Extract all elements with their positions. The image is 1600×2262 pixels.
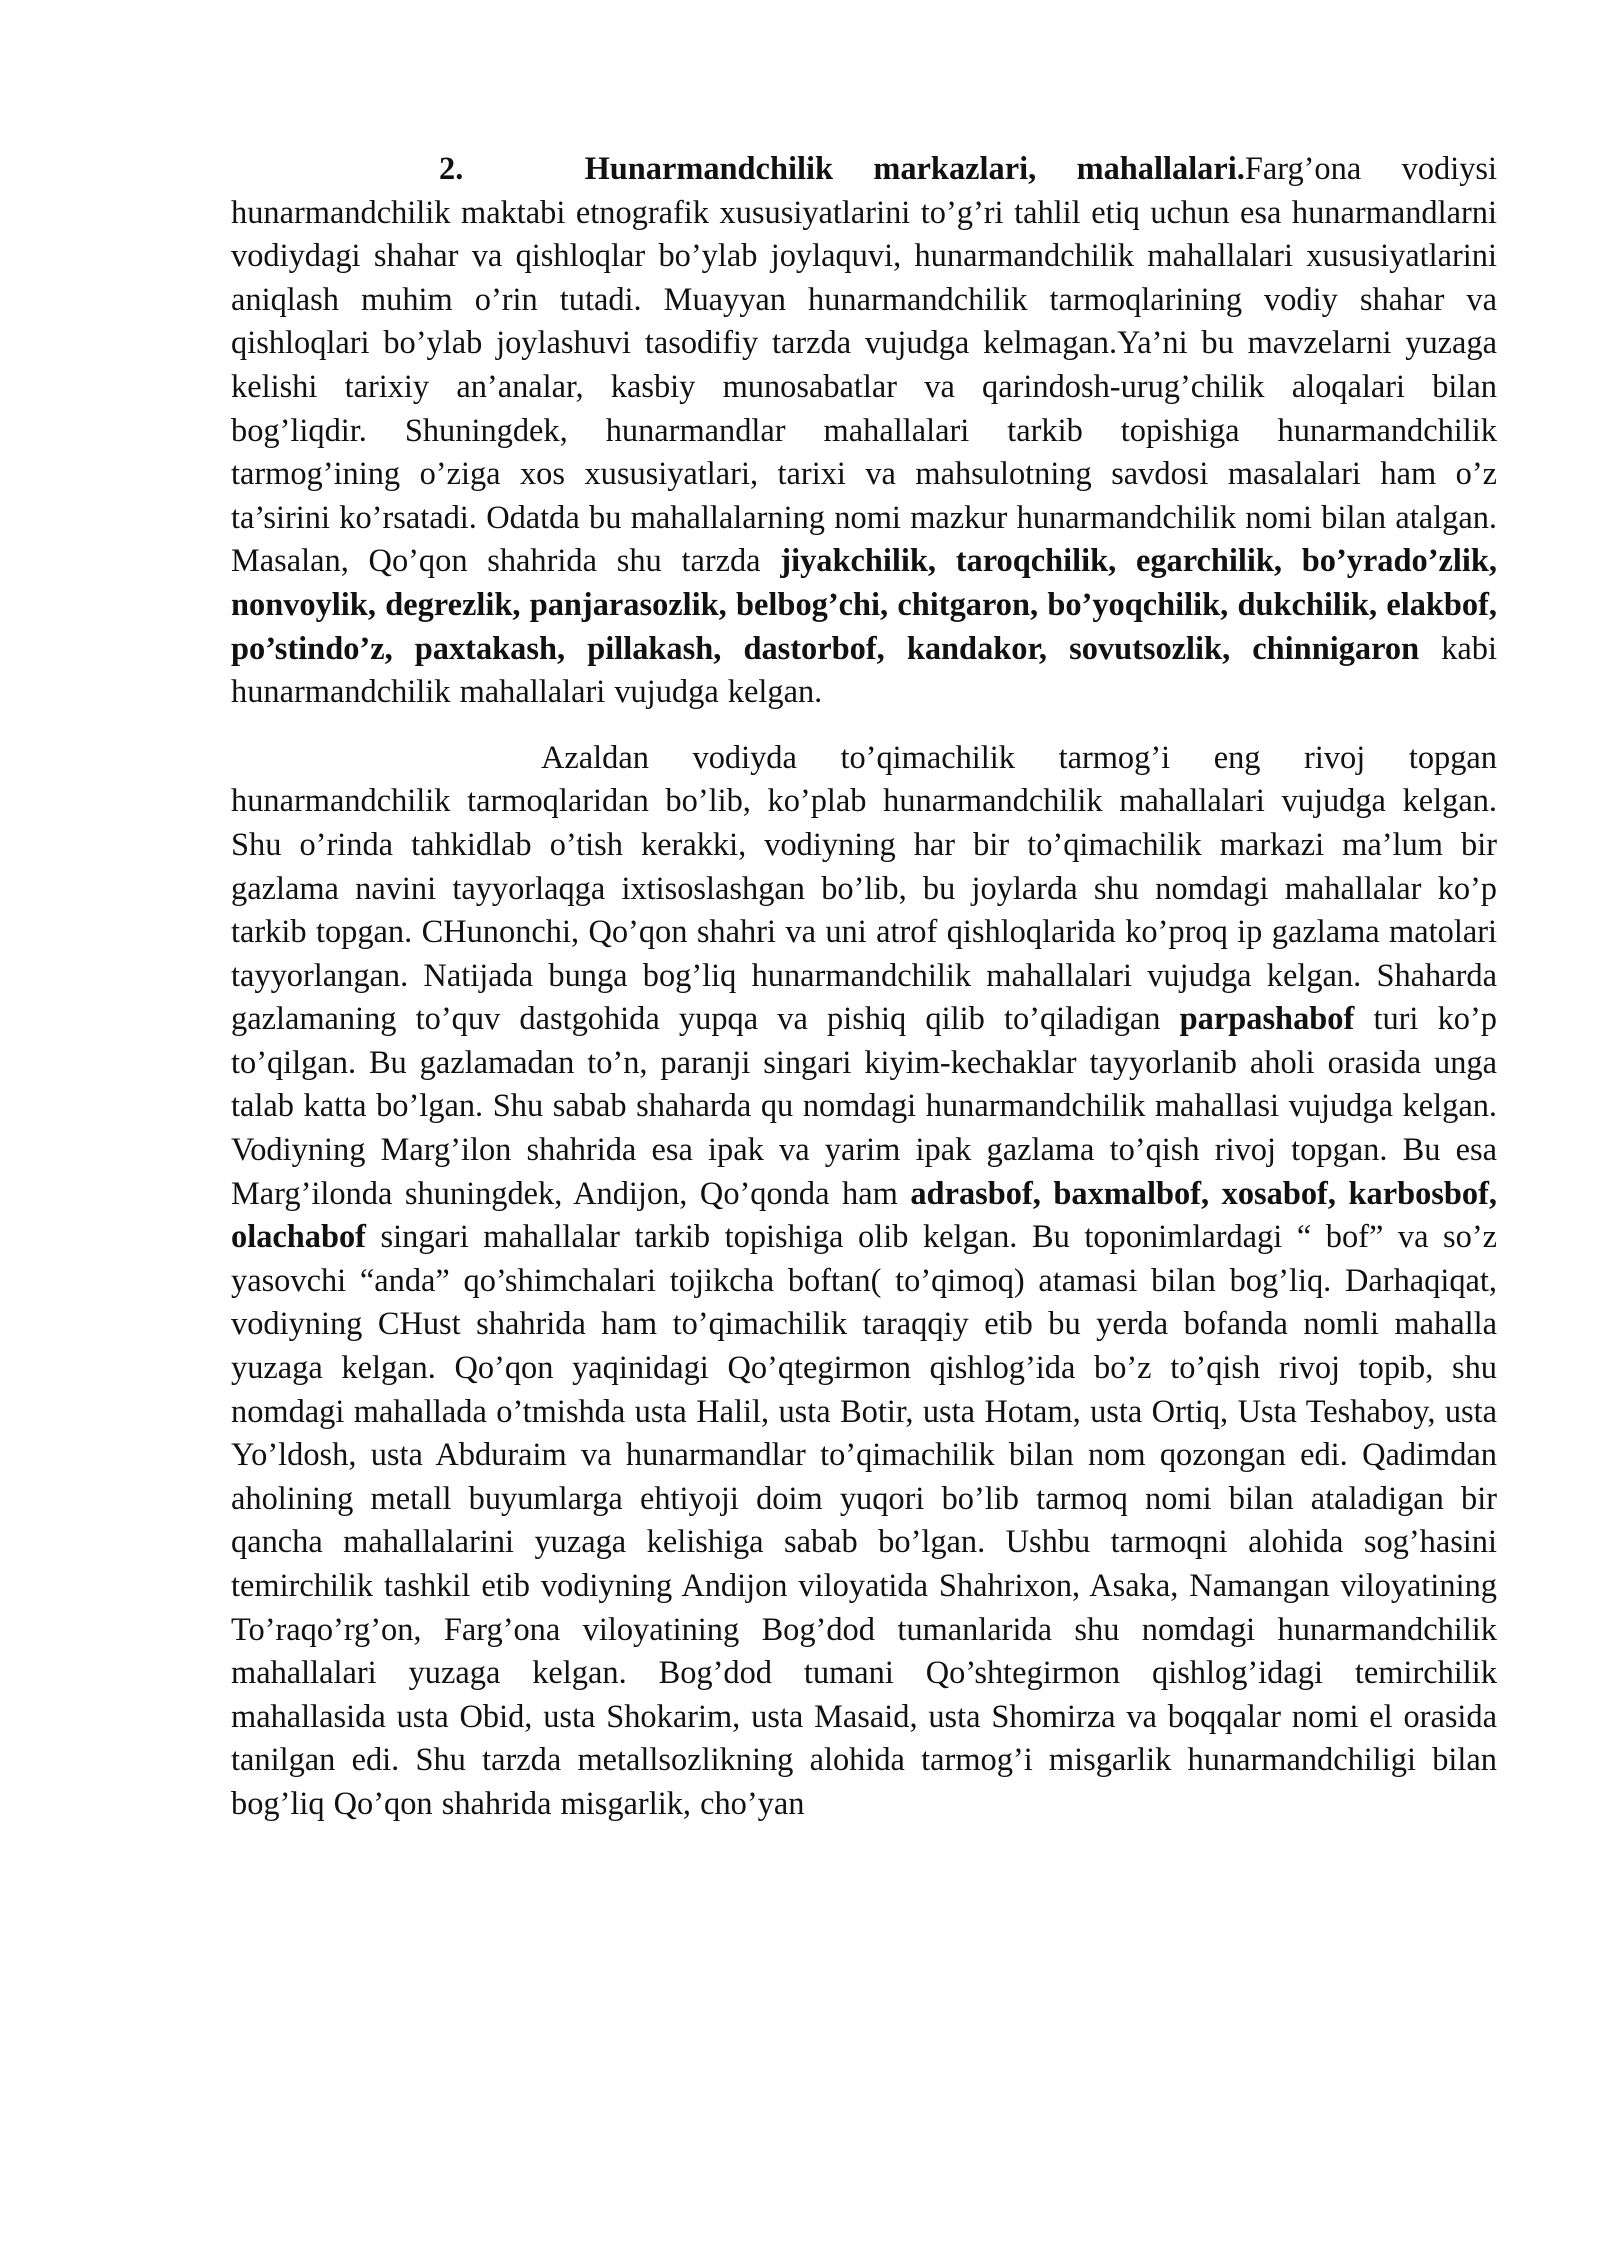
paragraph-text-2: turi ko’p to’qilgan. Bu gazlamadan to’n, paranji singari kiyim-kechaklar tayyorlanib aholi orasida unga talab katta bo’lgan. Shu sabab shaharda qu nomdagi hunarmandchilik mahallasi vujudga kelgan. Vodiyning Marg’ilon shahrida esa ipak va yarim ipak gazlama to’qish rivoj topgan. Bu esa Marg’ilonda shuningdek, Andijon, Qo’qonda ham (231, 1001, 1497, 1212)
paragraph-text-3: singari mahallalar tarkib topishiga olib kelgan. Bu toponimlardagi “ bof” va so’z yasovchi “anda” qo’shimchalari tojikcha boftan( to’qimoq) atamasi bilan bog’liq. Darhaqiqat, vodiyning CHust shahrida ham to’qimachilik taraqqiy etib bu yerda bofanda nomli mahalla yuzaga kelgan. Qo’qon yaqinidagi Qo’qtegirmon qishlog’ida bo’z to’qish rivoj topib, shu nomdagi mahallada o’tmishda usta Halil, usta Botir, usta Hotam, usta Ortiq, Usta Teshaboy, usta Yo’ldosh, usta Abduraim va hunarmandlar to’qimachilik bilan nom qozongan edi. Qadimdan aholining metall buyumlarga ehtiyoji doim yuqori bo’lib tarmoq nomi bilan ataladigan bir qancha mahallalarini yuzaga kelishiga sabab bo’lgan. Ushbu tarmoqni alohida sog’hasini temirchilik tashkil etib vodiyning Andijon viloyatida Shahrixon, Asaka, Namangan viloyatining To’raqo’rg’on, Farg’ona viloyatining Bog’dod tumanlarida shu nomdagi hunarmandchilik mahallalari yuzaga kelgan. Bog’dod tumani Qo’shtegirmon qishlog’idagi temirchilik mahallasida usta Obid, usta Shokarim, usta Masaid, usta Shomirza va boqqalar nomi el orasida tanilgan edi. Shu tarzda metallsozlikning alohida tarmog’i misgarlik hunarmandchiligi bilan bog’liq Qo’qon shahrida misgarlik, cho’yan (231, 1219, 1497, 1822)
bold-weaving-quarters: adrasbof, baxmalbof, xosabof, karbosbof, olachabof (231, 1175, 1497, 1256)
section-intro-text: Farg’ona vodiysi hunarmandchilik maktabi etnografik xususiyatlarini to’g’ri tahlil etiq uchun esa hunarmandlarni vodiydagi shahar va qishloqlar bo’ylab joylaquvi, hunarmandchilik mahallalari xususiyatlarini aniqlash muhim o’rin tutadi. Muayyan hunarmandchilik tarmoqlarining vodiy shahar va qishloqlari bo’ylab joylashuvi tasodifiy tarzda vujudga kelmagan.Ya’ni bu mavzelarni yuzaga kelishi tarixiy an’analar, kasbiy munosabatlar va qarindosh-urug’chilik aloqalari bilan bog’liqdir. Shuningdek, hunarmandlar mahallalari tarkib topishiga hunarmandchilik tarmog’ining o’ziga xos xususiyatlari, tarixi va mahsulotning savdosi masalalari ham o’z ta’sirini ko’rsatadi. Odatda bu mahallalarning nomi mazkur hunarmandchilik nomi bilan atalgan. Masalan, Qo’qon shahrida shu tarzda (231, 151, 1498, 580)
section-closing-text: kabi hunarmandchilik mahallalari vujudga kelgan. (231, 630, 1497, 711)
section-paragraph (231, 148, 1497, 715)
paragraph-text-1: Azaldan vodiyda to’qimachilik tarmog’i eng rivoj topgan hunarmandchilik tarmoqlaridan bo’lib, ko’plab hunarmandchilik mahallalari vujudga kelgan. Shu o’rinda tahkidlab o’tish kerakki, vodiyning har bir to’qimachilik markazi ma’lum bir gazlama navini tayyorlaqga ixtisoslashgan bo’lib, bu joylarda shu nomdagi mahallalar ko’p tarkib topgan. CHunonchi, Qo’qon shahri va uni atrof qishloqlarida ko’proq ip gazlama matolari tayyorlangan. Natijada bunga bog’liq hunarmandchilik mahallalari vujudga kelgan. Shaharda gazlamaning to’quv dastgohida yupqa va pishiq qilib to’qiladigan (231, 739, 1497, 1038)
craft-quarters-list: jiyakchilik, taroqchilik, egarchilik, bo’yrado’zlik, nonvoylik, degrezlik, panjarasozlik, belbog’chi, chitgaron, bo’yoqchilik, dukchilik, elakbof, po’stindo’z, paxtakash, pillakash, dastorbof, kandakor, sovutsozlik, chinnigaron (231, 543, 1497, 667)
body-paragraph (231, 737, 1497, 1827)
section-number: 2. (439, 151, 464, 187)
bold-term-parpashabof: parpashabof (1179, 1001, 1355, 1038)
document-page (231, 148, 1497, 1827)
section-title: Hunarmandchilik markazlari, mahallalari. (584, 151, 1245, 187)
